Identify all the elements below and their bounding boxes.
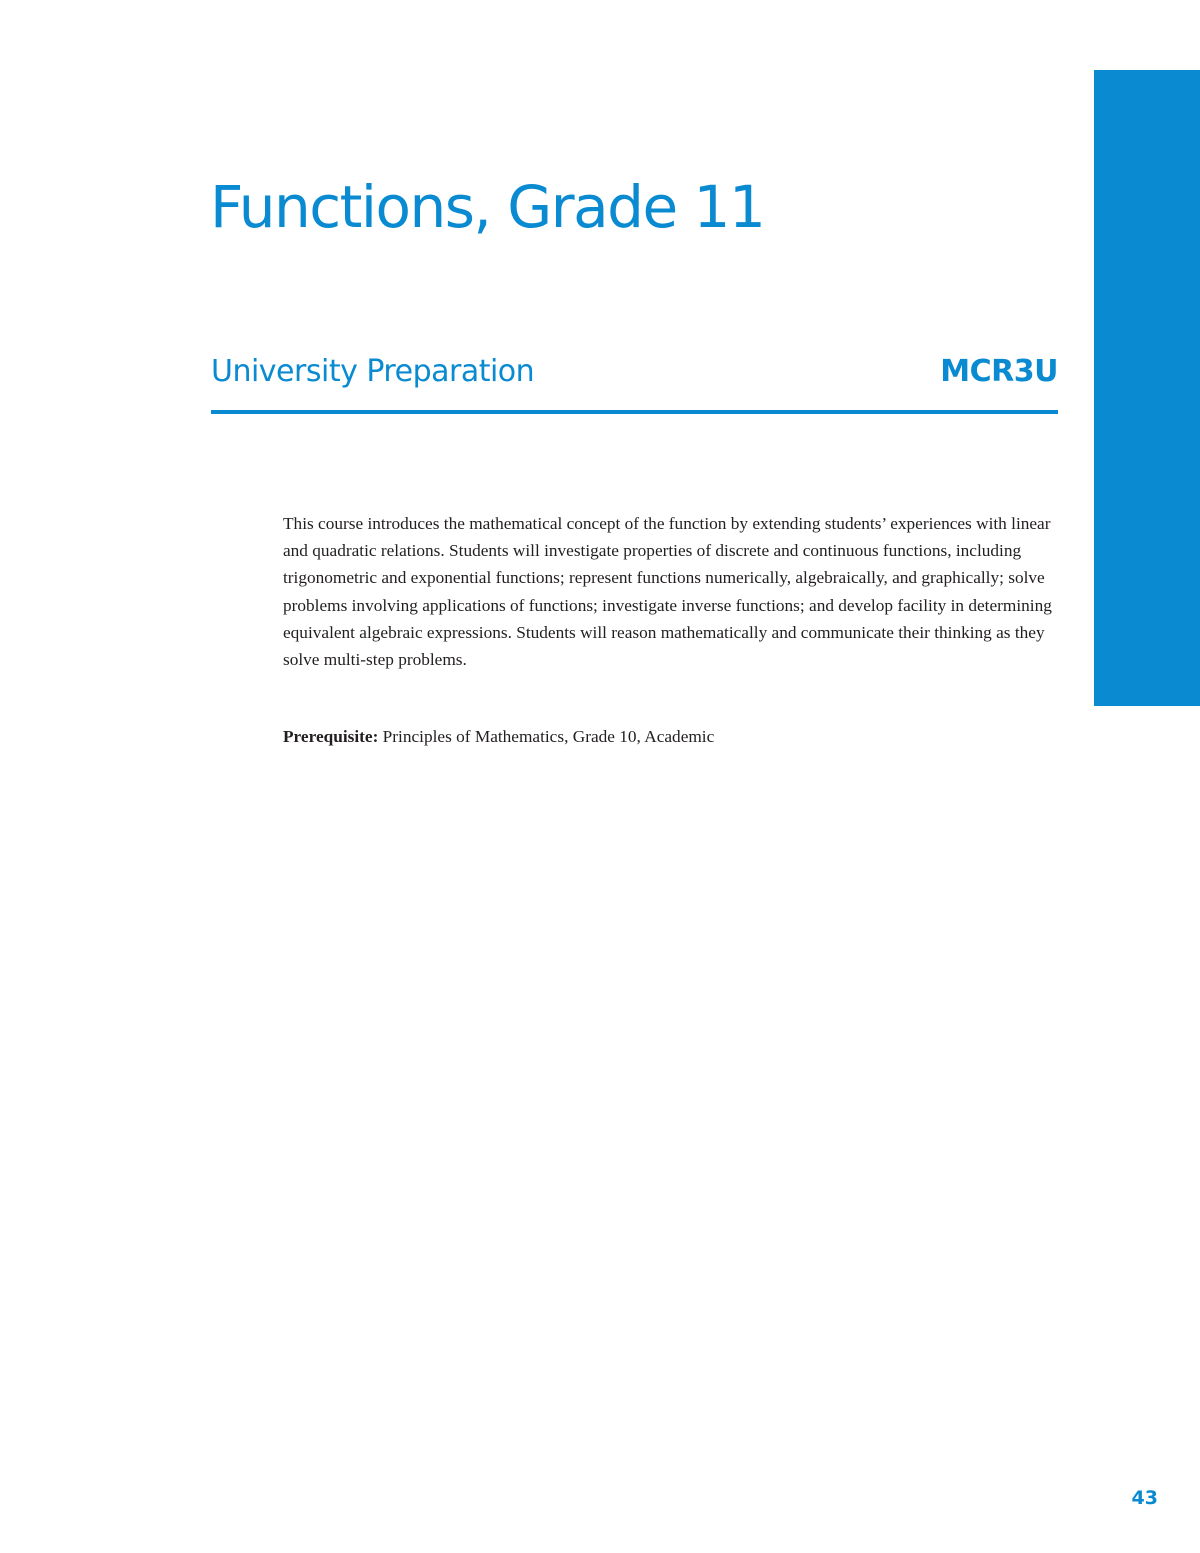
page-number: 43 [1131,1487,1158,1509]
header-divider [211,410,1058,414]
prerequisite-line [283,723,1063,750]
prerequisite-value: Principles of Mathematics, Grade 10, Academic [382,727,715,746]
course-code: MCR3U [940,354,1058,389]
course-description: This course introduces the mathematical concept of the function by extending students’ experiences with linear and quadratic relations. Students will investigate properties of discrete and continuous functions, including trigonometric and exponential functions; represent functions numerically, algebraically, and graphically; solve problems involving applications of functions; investigate inverse functions; and develop facility in determining equivalent algebraic expressions. Students will reason mathematically and communicate their thinking as they solve multi-step problems. [283,514,1052,670]
side-color-tab [1094,70,1200,706]
course-type: University Preparation [211,354,535,389]
page-title: Functions, Grade 11 [210,173,765,241]
prerequisite-label: Prerequisite: [283,727,379,746]
